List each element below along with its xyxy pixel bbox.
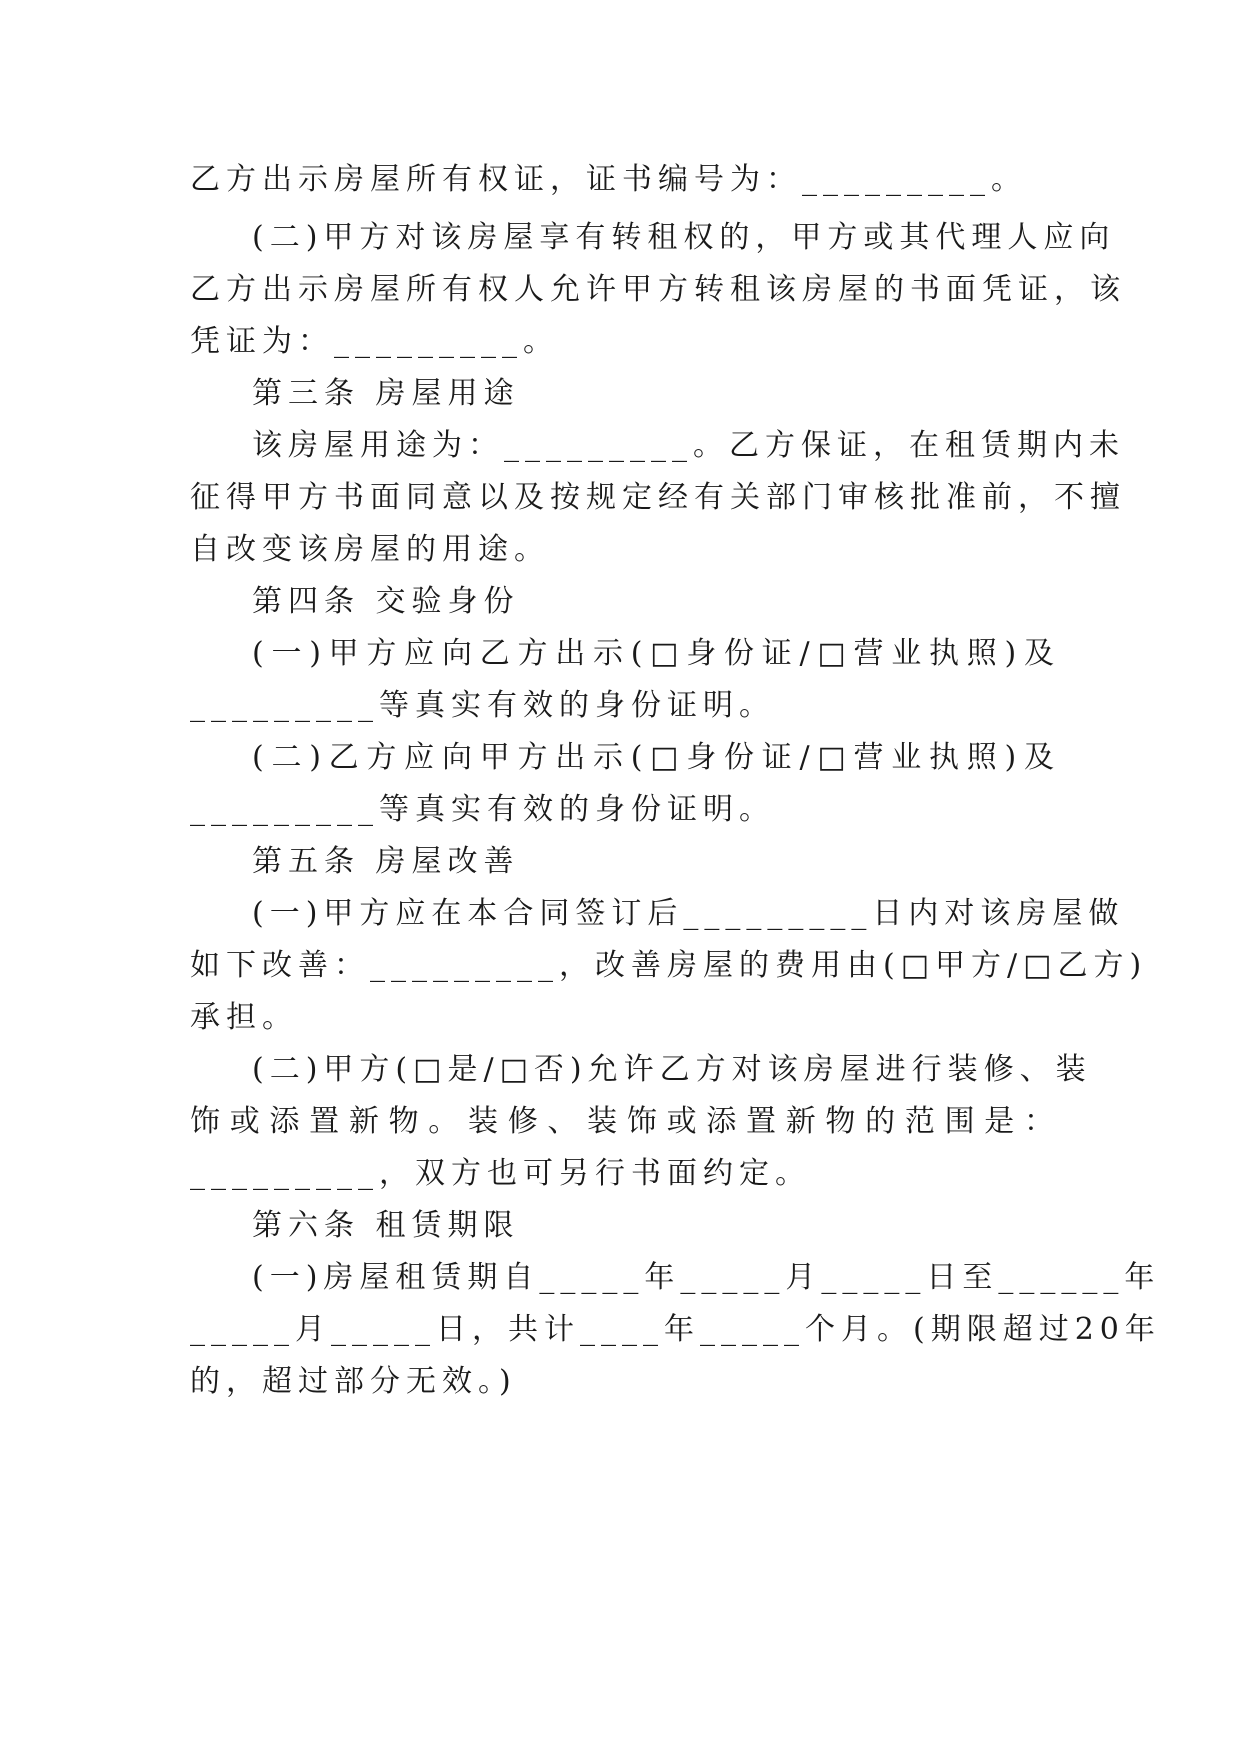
text-line: 乙方出示房屋所有权证，证书编号为：_________。 [190, 162, 1027, 197]
section-heading: 第六条 租赁期限 [252, 1208, 520, 1243]
text-line: 的，超过部分无效。) [190, 1364, 517, 1399]
section-heading: 第三条 房屋用途 [252, 376, 520, 411]
text-line: (一)甲方应在本合同签订后_________日内对该房屋做 [252, 896, 1125, 931]
text-line: 饰或添置新物。装修、装饰或添置新物的范围是： [190, 1104, 1060, 1139]
text-line: 该房屋用途为：_________。乙方保证，在租赁期内未 [252, 428, 1125, 463]
text-line: (二)甲方对该房屋享有转租权的，甲方或其代理人应向 [252, 220, 1116, 255]
text-line: _____月_____日，共计____年_____个月。(期限超过20年 [190, 1312, 1161, 1347]
text-line: 征得甲方书面同意以及按规定经有关部门审核批准前，不擅 [190, 480, 1126, 515]
section-heading: 第五条 房屋改善 [252, 844, 520, 879]
text-line: (二)乙方应向甲方出示(□身份证/□营业执照)及 [252, 740, 1060, 775]
text-line: 自改变该房屋的用途。 [190, 532, 550, 567]
text-line: _________，双方也可另行书面约定。 [190, 1156, 811, 1191]
text-line: 凭证为：_________。 [190, 324, 559, 359]
text-line: 乙方出示房屋所有权人允许甲方转租该房屋的书面凭证，该 [190, 272, 1126, 307]
text-line: (一)房屋租赁期自_____年_____月_____日至______年 [252, 1260, 1161, 1295]
text-line: _________等真实有效的身份证明。 [190, 792, 775, 827]
text-line: (二)甲方(□是/□否)允许乙方对该房屋进行装修、装 [252, 1052, 1092, 1087]
text-line: _________等真实有效的身份证明。 [190, 688, 775, 723]
text-line: (一)甲方应向乙方出示(□身份证/□营业执照)及 [252, 636, 1060, 671]
text-line: 承担。 [190, 1000, 298, 1035]
section-heading: 第四条 交验身份 [252, 584, 520, 619]
text-line: 如下改善：_________，改善房屋的费用由(□甲方/□乙方) [190, 948, 1148, 983]
